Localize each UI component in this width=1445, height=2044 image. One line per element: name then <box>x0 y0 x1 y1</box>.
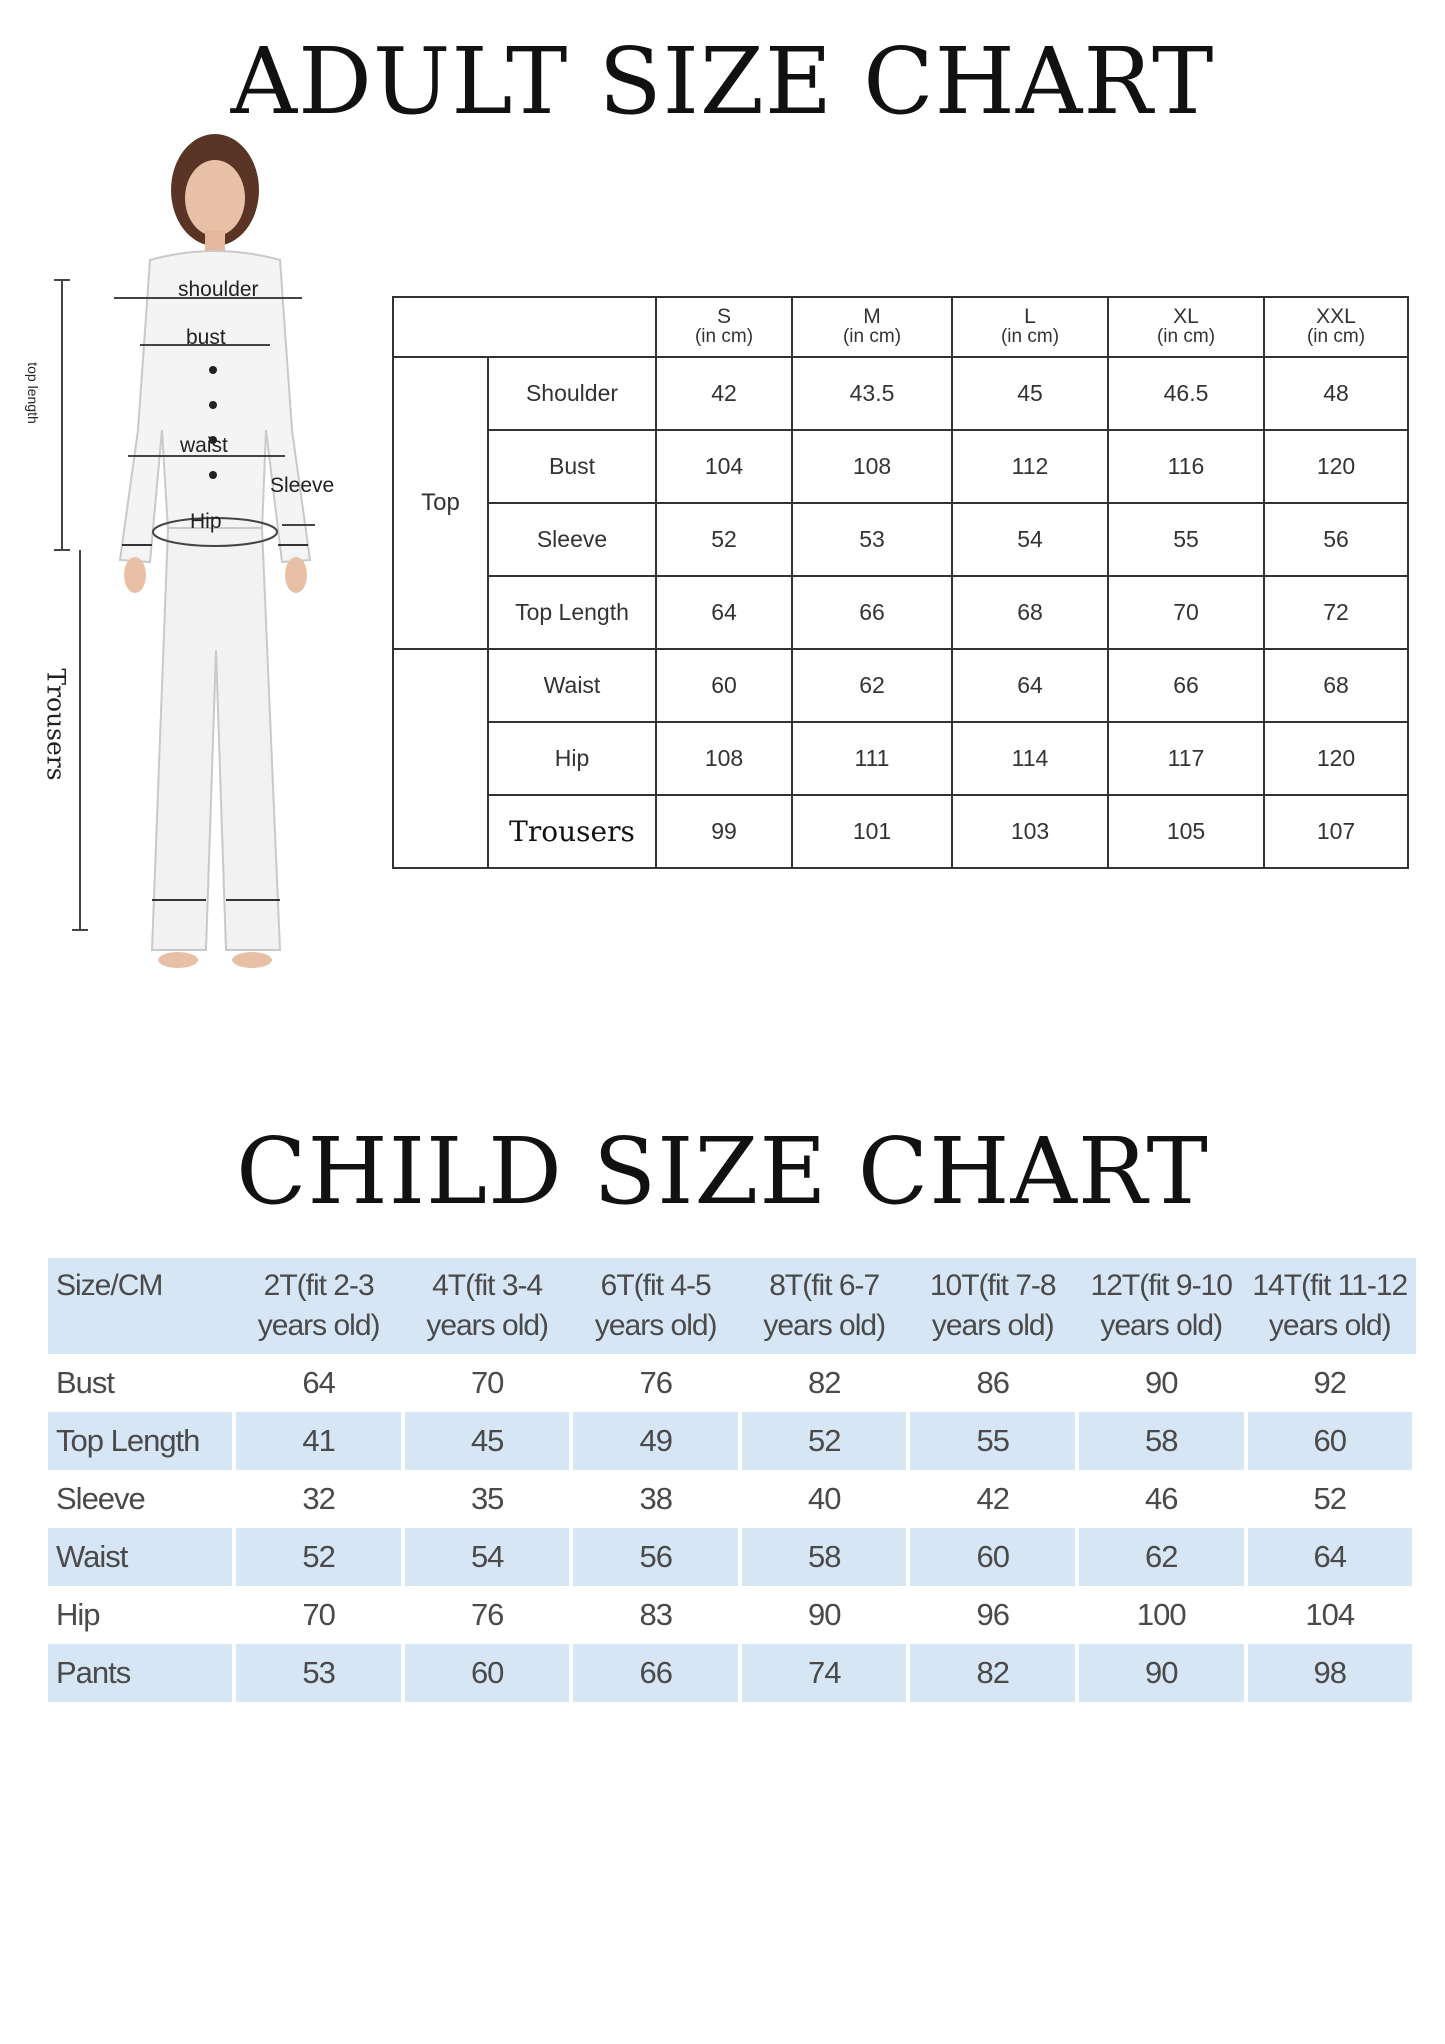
cell: 55 <box>1108 503 1264 576</box>
cell: 46.5 <box>1108 357 1264 430</box>
row-label: Bust <box>56 1365 115 1400</box>
cell: 100 <box>1136 1597 1186 1632</box>
trousers-group-cell <box>393 649 488 868</box>
size-header: XL (in cm) <box>1108 297 1264 357</box>
cell: 52 <box>1313 1481 1346 1516</box>
child-size-table <box>48 1258 1416 1702</box>
size-header: L (in cm) <box>952 297 1108 357</box>
table-row <box>393 722 1408 795</box>
adult-header-row <box>393 297 1408 357</box>
child-corner-cell: Size/CM <box>56 1269 163 1302</box>
cell: 83 <box>639 1597 672 1632</box>
cell: 90 <box>807 1597 841 1632</box>
cell: 53 <box>236 1644 401 1702</box>
table-row <box>393 357 1408 430</box>
cell: 52 <box>656 503 792 576</box>
cell: 70 <box>302 1597 335 1632</box>
cell: 46 <box>1145 1481 1178 1516</box>
cell: 60 <box>910 1528 1075 1586</box>
cell: 86 <box>976 1365 1009 1400</box>
adult-corner-cell <box>393 297 656 357</box>
size-header: 6T(fit 4-5 years old) <box>594 1269 717 1342</box>
cell: 55 <box>910 1412 1075 1470</box>
table-row <box>48 1528 1416 1586</box>
cell: 64 <box>952 649 1108 722</box>
cell: 66 <box>573 1644 738 1702</box>
size-header: 14T(fit 11-12 years old) <box>1252 1269 1408 1342</box>
cell: 60 <box>656 649 792 722</box>
cell: 105 <box>1108 795 1264 868</box>
adult-size-table <box>392 296 1409 869</box>
cell: 48 <box>1264 357 1408 430</box>
cell: 38 <box>639 1481 672 1516</box>
cell: 45 <box>952 357 1108 430</box>
cell: 42 <box>656 357 792 430</box>
cell: 54 <box>952 503 1108 576</box>
cell: 40 <box>807 1481 841 1516</box>
table-row <box>393 503 1408 576</box>
model-illustration <box>30 130 370 990</box>
cell: 60 <box>1248 1412 1413 1470</box>
cell: 101 <box>792 795 952 868</box>
cell: 82 <box>910 1644 1075 1702</box>
cell: 76 <box>639 1365 672 1400</box>
waist-label: waist <box>180 434 228 457</box>
row-label: Trousers <box>488 795 656 868</box>
cell: 62 <box>792 649 952 722</box>
table-row <box>48 1470 1416 1528</box>
cell: 68 <box>952 576 1108 649</box>
cell: 52 <box>236 1528 401 1586</box>
size-header: 8T(fit 6-7 years old) <box>763 1269 886 1342</box>
cell: 35 <box>470 1481 504 1516</box>
size-header: 10T(fit 7-8 years old) <box>929 1269 1056 1342</box>
cell: 96 <box>976 1597 1009 1632</box>
cell: 103 <box>952 795 1108 868</box>
bust-label: bust <box>186 326 226 349</box>
cell: 120 <box>1264 722 1408 795</box>
cell: 108 <box>792 430 952 503</box>
cell: 64 <box>1248 1528 1413 1586</box>
table-row <box>393 795 1408 868</box>
cell: 92 <box>1313 1365 1346 1400</box>
cell: 112 <box>952 430 1108 503</box>
cell: 111 <box>792 722 952 795</box>
top-group-label: Top <box>393 357 488 649</box>
cell: 99 <box>656 795 792 868</box>
cell: 62 <box>1079 1528 1244 1586</box>
size-header: 2T(fit 2-3 years old) <box>257 1269 380 1342</box>
size-header: XXL (in cm) <box>1264 297 1408 357</box>
cell: 53 <box>792 503 952 576</box>
cell: 107 <box>1264 795 1408 868</box>
cell: 108 <box>656 722 792 795</box>
cell: 70 <box>1108 576 1264 649</box>
cell: 64 <box>656 576 792 649</box>
row-label: Hip <box>488 722 656 795</box>
cell: 45 <box>405 1412 570 1470</box>
size-header: S (in cm) <box>656 297 792 357</box>
cell: 120 <box>1264 430 1408 503</box>
size-header: 12T(fit 9-10 years old) <box>1090 1269 1232 1342</box>
cell: 49 <box>573 1412 738 1470</box>
row-label: Hip <box>56 1597 100 1632</box>
row-label: Bust <box>488 430 656 503</box>
row-label: Waist <box>488 649 656 722</box>
table-row <box>48 1412 1416 1470</box>
top-length-label: top length <box>24 362 41 424</box>
cell: 104 <box>1305 1597 1355 1632</box>
cell: 52 <box>742 1412 907 1470</box>
cell: 98 <box>1248 1644 1413 1702</box>
cell: 82 <box>807 1365 841 1400</box>
row-label: Waist <box>48 1528 232 1586</box>
adult-size-chart-title: ADULT SIZE CHART <box>230 28 1215 135</box>
model-figure <box>24 130 370 990</box>
cell: 68 <box>1264 649 1408 722</box>
cell: 64 <box>302 1365 335 1400</box>
size-header: 4T(fit 3-4 years old) <box>426 1269 549 1342</box>
row-label: Sleeve <box>56 1481 145 1516</box>
cell: 66 <box>792 576 952 649</box>
cell: 43.5 <box>792 357 952 430</box>
row-label: Top Length <box>488 576 656 649</box>
hip-label: Hip <box>190 510 222 533</box>
shoulder-label: shoulder <box>178 278 259 301</box>
child-size-chart-title: CHILD SIZE CHART <box>236 1118 1209 1225</box>
cell: 41 <box>236 1412 401 1470</box>
cell: 116 <box>1108 430 1264 503</box>
cell: 56 <box>573 1528 738 1586</box>
size-header: M (in cm) <box>792 297 952 357</box>
table-row <box>393 576 1408 649</box>
cell: 60 <box>405 1644 570 1702</box>
cell: 58 <box>742 1528 907 1586</box>
table-row <box>48 1644 1416 1702</box>
table-row <box>48 1354 1416 1412</box>
row-label: Pants <box>48 1644 232 1702</box>
table-row <box>393 430 1408 503</box>
cell: 104 <box>656 430 792 503</box>
cell: 72 <box>1264 576 1408 649</box>
cell: 56 <box>1264 503 1408 576</box>
trousers-label: Trousers <box>41 668 71 781</box>
row-label: Sleeve <box>488 503 656 576</box>
cell: 76 <box>470 1597 504 1632</box>
cell: 90 <box>1145 1365 1178 1400</box>
cell: 32 <box>302 1481 335 1516</box>
cell: 42 <box>976 1481 1009 1516</box>
cell: 54 <box>405 1528 570 1586</box>
sleeve-label: Sleeve <box>270 474 335 497</box>
cell: 90 <box>1079 1644 1244 1702</box>
cell: 58 <box>1079 1412 1244 1470</box>
row-label: Shoulder <box>488 357 656 430</box>
cell: 70 <box>470 1365 504 1400</box>
cell: 117 <box>1108 722 1264 795</box>
cell: 66 <box>1108 649 1264 722</box>
table-row <box>393 649 1408 722</box>
cell: 74 <box>742 1644 907 1702</box>
table-row <box>48 1586 1416 1644</box>
row-label: Top Length <box>48 1412 232 1470</box>
cell: 114 <box>952 722 1108 795</box>
child-header-row <box>48 1258 1416 1354</box>
